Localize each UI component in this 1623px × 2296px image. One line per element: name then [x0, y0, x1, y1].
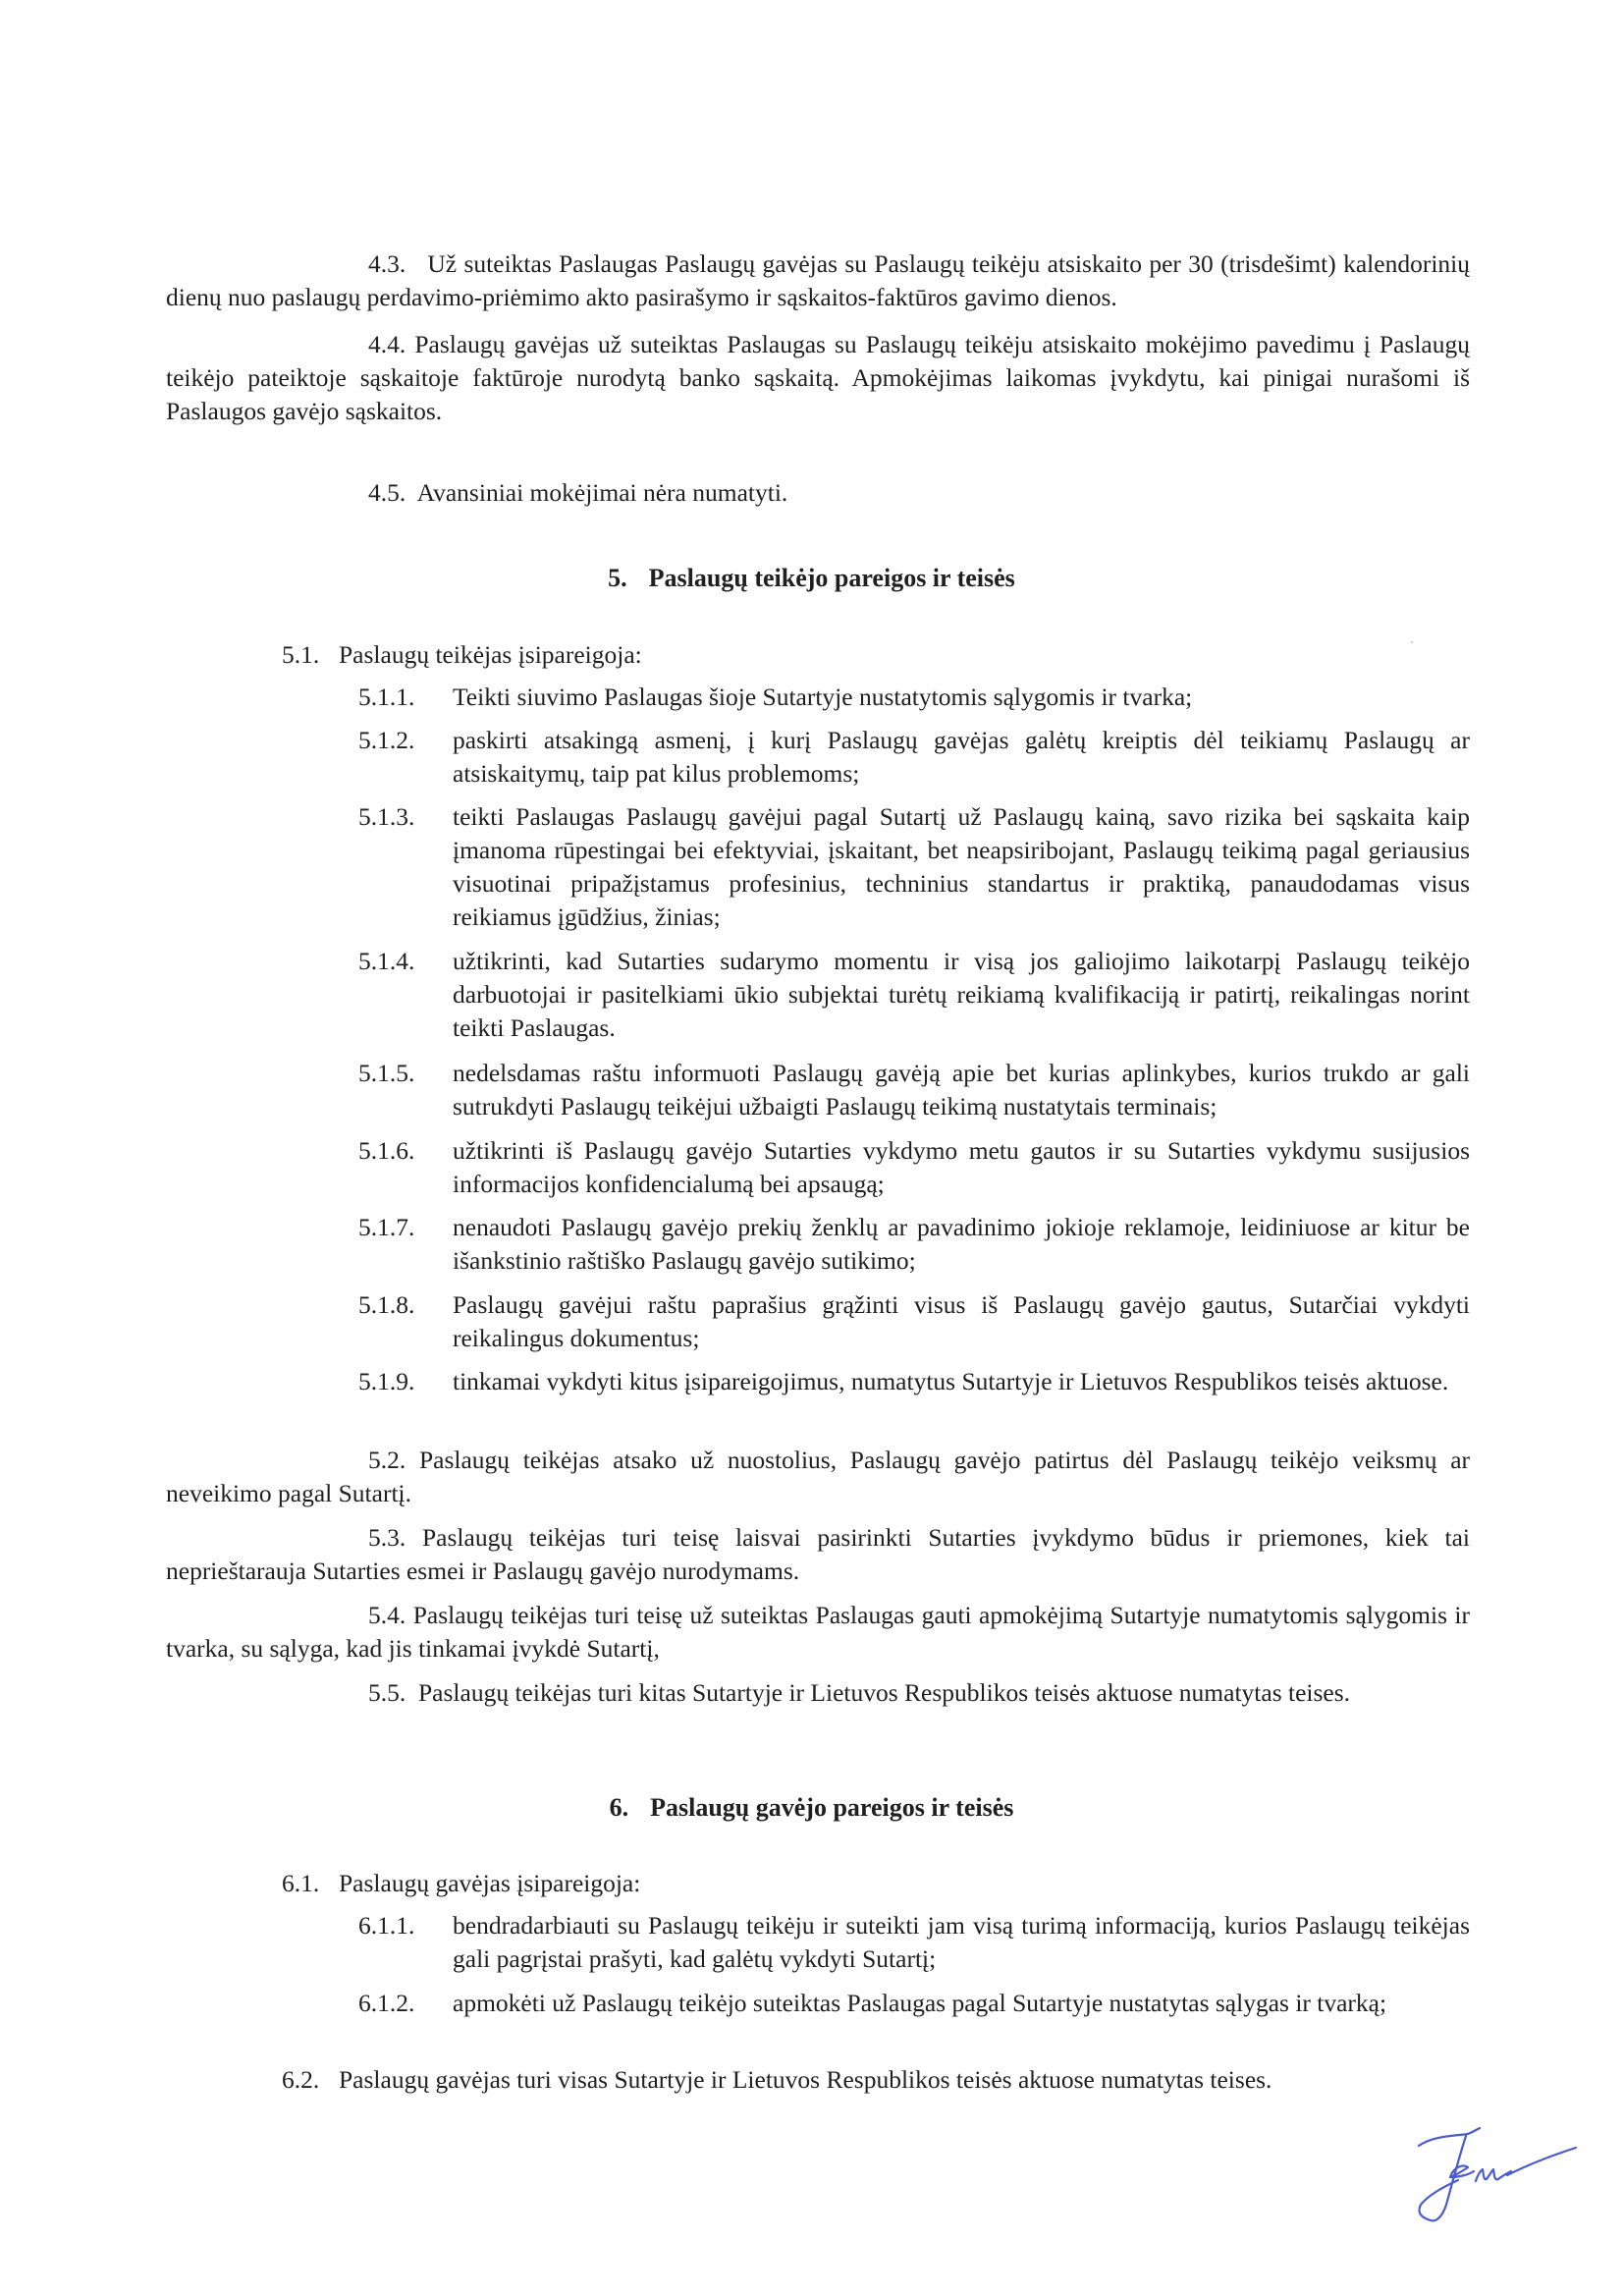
clause-number: 6.1.: [282, 1869, 320, 1897]
paragraph-4-5: [166, 476, 1470, 510]
paragraph-5-1: [282, 638, 1470, 672]
subclause-text: paskirti atsakingą asmenį, į kurį Paslaugų gavėjas galėtų kreiptis dėl teikiamų Paslaugų ar atsiskaitymų, taip pat kilus problemoms;: [453, 726, 1470, 788]
clause-number: 4.3.: [368, 249, 406, 278]
clause-text: Paslaugų teikėjas turi kitas Sutartyje ir Lietuvos Respublikos teisės aktuose numatytas teises.: [418, 1678, 1351, 1707]
paragraph-4-4: [166, 328, 1470, 428]
clause-number: 5.3.: [368, 1523, 406, 1552]
paragraph-5-5: [166, 1676, 1470, 1710]
subclause-text: užtikrinti iš Paslaugų gavėjo Sutarties vykdymo metu gautos ir su Sutarties vykdymu susijusios informacijos konfidencialumą bei apsaugą;: [453, 1136, 1470, 1198]
subclause-number: 5.1.9.: [358, 1367, 415, 1395]
clause-text: Paslaugų gavėjas įsipareigoja:: [339, 1869, 641, 1897]
handwritten-signature-icon: [1360, 2106, 1586, 2244]
paragraph-5-4: [166, 1599, 1470, 1666]
subclause-text: bendradarbiauti su Paslaugų teikėju ir suteikti jam visą turimą informaciją, kurios Paslaugų teikėjas gali pagrįstai prašyti, kad galėtų vykdyti Sutartį;: [453, 1911, 1470, 1973]
subclause-text: nedelsdamas raštu informuoti Paslaugų gavėją apie bet kurias aplinkybes, kurios trukdo ar gali sutrukdyti Paslaugų teikėjui užbaigti Paslaugų teikimą nustatytais terminais;: [453, 1059, 1470, 1121]
clause-text: Už suteiktas Paslaugas Paslaugų gavėjas su Paslaugų teikėju atsiskaito per 30 (trisdešimt) kalendorinių dienų nuo paslaugų perdavimo-priėmimo akto pasirašymo ir sąskaitos-faktūros gavimo dienos.: [166, 249, 1470, 311]
subclause-number: 5.1.8.: [358, 1290, 415, 1319]
clause-text: Paslaugų gavėjas turi visas Sutartyje ir Lietuvos Respublikos teisės aktuose numatytas teises.: [339, 2065, 1272, 2094]
clause-number: 5.2.: [368, 1446, 406, 1474]
subclause-5-1-1: [358, 681, 1470, 714]
clause-text: Paslaugų gavėjas už suteiktas Paslaugas su Paslaugų teikėju atsiskaito mokėjimo pavedimu į Paslaugų teikėjo pateiktoje sąskaitoje faktūroje nurodytą banko sąskaitą. Apmokėjimas laikomas įvykdytu, kai pinigai nurašomi iš Paslaugos gavėjo sąskaitos.: [166, 330, 1471, 425]
subclause-number: 5.1.4.: [358, 947, 415, 975]
clause-number: 5.5.: [368, 1678, 406, 1707]
paragraph-6-1: [282, 1867, 1470, 1900]
clause-number: 5.1.: [282, 640, 320, 669]
subclause-text: Paslaugų gavėjui raštu paprašius grąžinti visus iš Paslaugų gavėjo gautus, Sutarčiai vykdyti reikalingus dokumentus;: [453, 1290, 1470, 1352]
subclause-6-1-2: [358, 1987, 1470, 2020]
subclause-5-1-8: [358, 1288, 1470, 1355]
subclause-number: 6.1.1.: [358, 1911, 415, 1940]
subclause-5-1-4: [358, 945, 1470, 1045]
clause-number: 5.4.: [368, 1601, 406, 1629]
subclause-number: 5.1.7.: [358, 1213, 415, 1241]
section-title: Paslaugų gavėjo pareigos ir teisės: [650, 1793, 1014, 1822]
section-title: Paslaugų teikėjo pareigos ir teisės: [648, 564, 1015, 592]
section-6-heading: [0, 1791, 1623, 1825]
clause-number: 4.4.: [368, 330, 406, 358]
clause-text: Avansiniai mokėjimai nėra numatyti.: [416, 478, 788, 507]
clause-text: Paslaugų teikėjas atsako už nuostolius, Paslaugų gavėjo patirtus dėl Paslaugų teikėjo veiksmų ar neveikimo pagal Sutartį.: [166, 1446, 1471, 1507]
paragraph-5-3: [166, 1521, 1470, 1588]
subclause-text: tinkamai vykdyti kitus įsipareigojimus, numatytus Sutartyje ir Lietuvos Respublikos teisės aktuose.: [453, 1367, 1449, 1395]
subclause-5-1-6: [358, 1134, 1470, 1201]
subclause-5-1-9: [358, 1365, 1470, 1398]
section-5-heading: [0, 562, 1623, 595]
subclause-text: užtikrinti, kad Sutarties sudarymo momentu ir visą jos galiojimo laikotarpį Paslaugų teikėjo darbuotojai ir pasitelkiami ūkio subjektai turėtų reikiamą kvalifikaciją ir patirtį, reikalingas norint teikti Paslaugas.: [453, 947, 1470, 1042]
subclause-number: 5.1.5.: [358, 1059, 415, 1087]
subclause-number: 5.1.3.: [358, 802, 415, 831]
clause-text: Paslaugų teikėjas įsipareigoja:: [339, 640, 642, 669]
subclause-text: apmokėti už Paslaugų teikėjo suteiktas Paslaugas pagal Sutartyje nustatytas sąlygas ir tvarką;: [453, 1989, 1387, 2017]
subclause-number: 5.1.2.: [358, 726, 415, 754]
clause-number: 6.2.: [282, 2065, 320, 2094]
paragraph-4-3: [166, 247, 1470, 314]
subclause-number: 6.1.2.: [358, 1989, 415, 2017]
section-number: 5.: [608, 564, 627, 592]
subclause-number: 5.1.6.: [358, 1136, 415, 1165]
subclause-5-1-7: [358, 1211, 1470, 1278]
subclause-5-1-2: [358, 724, 1470, 791]
subclause-text: Teikti siuvimo Paslaugas šioje Sutartyje nustatytomis sąlygomis ir tvarka;: [453, 683, 1193, 711]
clause-number: 4.5.: [368, 478, 406, 507]
subclause-text: teikti Paslaugas Paslaugų gavėjui pagal Sutartį už Paslaugų kainą, savo rizika bei sąskaita kaip įmanoma rūpestingai bei efektyviai, įskaitant, bet neapsiribojant, Paslaugų teikimą pagal geriausius visuotinai pripažįstamus profesinius, techninius standartus ir praktiką, panaudodamas visus reikiamus įgūdžius, žinias;: [453, 802, 1470, 931]
paragraph-5-2: [166, 1444, 1470, 1510]
subclause-5-1-3: [358, 800, 1470, 934]
subclause-text: nenaudoti Paslaugų gavėjo prekių ženklų ar pavadinimo jokioje reklamoje, leidiniuose ar kitur be išankstinio raštiško Paslaugų gavėjo sutikimo;: [453, 1213, 1470, 1275]
subclause-number: 5.1.1.: [358, 683, 415, 711]
section-number: 6.: [609, 1793, 629, 1822]
clause-text: Paslaugų teikėjas turi teisę už suteiktas Paslaugas gauti apmokėjimą Sutartyje numatytomis sąlygomis ir tvarka, su sąlyga, kad jis tinkamai įvykdė Sutartį,: [166, 1601, 1471, 1663]
paragraph-6-2: [282, 2063, 1470, 2097]
subclause-6-1-1: [358, 1909, 1470, 1976]
clause-text: Paslaugų teikėjas turi teisę laisvai pasirinkti Sutarties įvykdymo būdus ir priemones, kiek tai neprieštarauja Sutarties esmei ir Paslaugų gavėjo nurodymams.: [166, 1523, 1470, 1585]
subclause-5-1-5: [358, 1057, 1470, 1123]
